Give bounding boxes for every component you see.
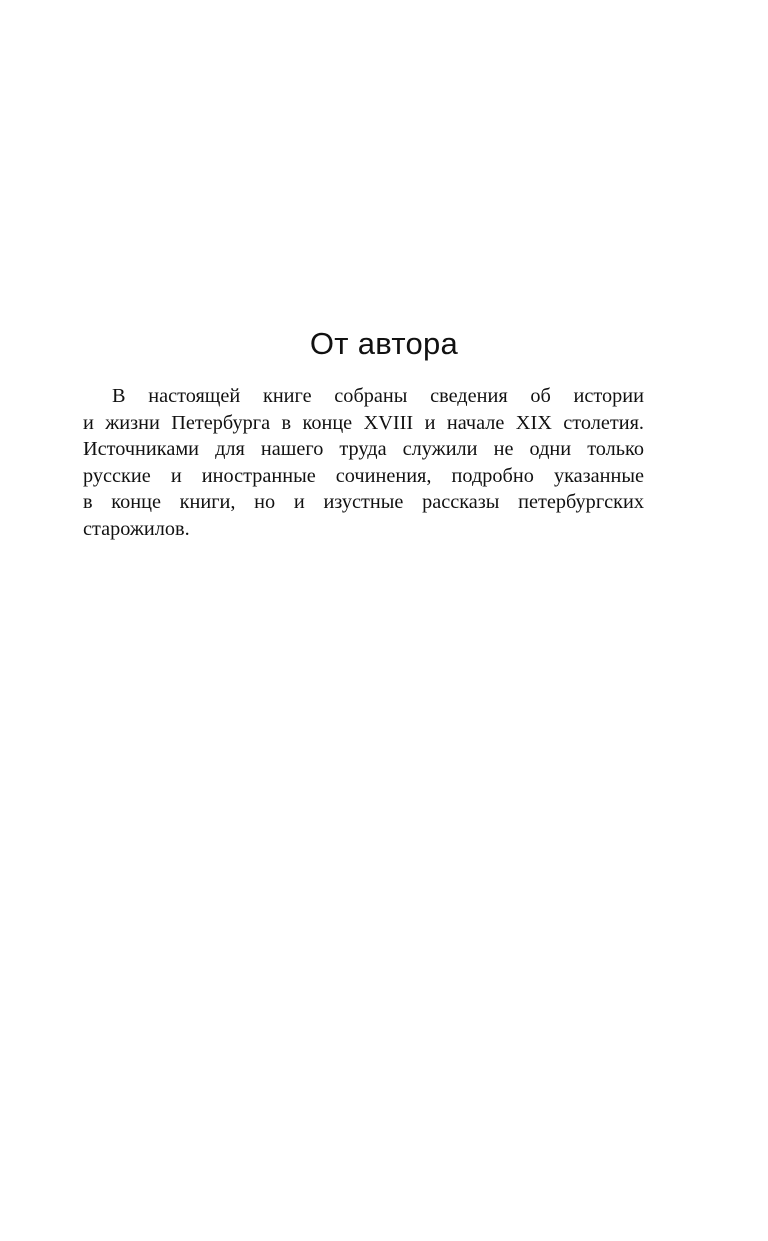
body-paragraph	[83, 383, 644, 543]
paragraph-line: и жизни Петербурга в конце XVIII и начале XIX столетия.	[83, 411, 644, 434]
paragraph-line: старожилов.	[83, 517, 190, 540]
chapter-title: От автора	[309, 326, 459, 361]
paragraph-line: В настоящей книге собраны сведения об истории	[112, 385, 644, 407]
paragraph-line: Источниками для нашего труда служили не одни только	[83, 438, 644, 461]
paragraph-line: русские и иностранные сочинения, подробно указанные	[83, 464, 644, 487]
paragraph-line: в конце книги, но и изустные рассказы петербургских	[83, 491, 644, 514]
